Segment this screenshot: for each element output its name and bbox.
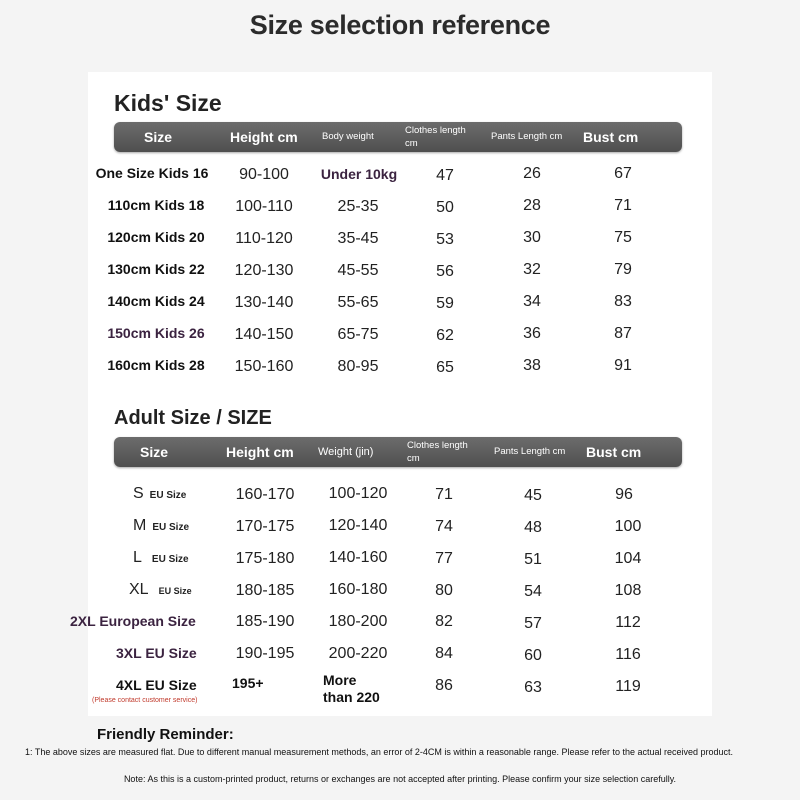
kids-row-size: 140cm Kids 24 (107, 293, 205, 309)
eu-size-label: EU Size (152, 522, 190, 533)
eu-size-label: EU Size (158, 586, 192, 596)
adult-row-clothes: 86 (435, 677, 453, 694)
size-letter: XL (129, 581, 149, 598)
contact-customer-service-note: (Please contact customer service) (92, 697, 198, 704)
kids-row-height: 110-120 (235, 230, 293, 247)
kids-row-pants: 32 (523, 261, 541, 278)
kids-row-bust: 79 (614, 261, 632, 278)
adult-row-height: 185-190 (235, 613, 295, 630)
kids-row-clothes: 65 (436, 359, 454, 376)
friendly-reminder-title: Friendly Reminder: (97, 726, 234, 743)
size-letter: S (133, 485, 144, 502)
adult-row-bust: 104 (614, 550, 642, 567)
kids-row-size: 130cm Kids 22 (107, 261, 205, 277)
adult-col-pants-length: Pants Length cm (494, 446, 566, 457)
adult-row-size: 4XL EU Size (116, 677, 197, 693)
size-letter: L (133, 549, 142, 566)
kids-row-clothes: 56 (436, 263, 454, 280)
kids-row-height: 120-130 (234, 262, 294, 279)
kids-row-weight: Under 10kg (320, 166, 398, 182)
adult-row-size: 3XL EU Size (116, 645, 197, 661)
kids-size-heading: Kids' Size (114, 90, 222, 116)
adult-row-clothes: 74 (435, 518, 453, 535)
kids-row-pants: 30 (523, 229, 541, 246)
kids-col-bust: Bust cm (583, 129, 639, 145)
adult-row-clothes: 82 (435, 613, 453, 630)
kids-row-bust: 67 (614, 165, 632, 182)
adult-row-pants: 45 (524, 487, 542, 504)
adult-row-weight-line1: More (323, 672, 357, 688)
kids-row-size: 120cm Kids 20 (107, 229, 205, 245)
kids-row-clothes: 50 (436, 199, 454, 216)
adult-row-height: 195+ (232, 675, 264, 691)
kids-row-bust: 71 (614, 197, 632, 214)
adult-row-bust: 96 (615, 486, 633, 503)
adult-row-weight: 160-180 (328, 581, 388, 598)
adult-row-bust: 112 (615, 614, 641, 631)
kids-row-bust: 87 (614, 325, 632, 342)
kids-row-pants: 38 (523, 357, 541, 374)
custom-print-note: Note: As this is a custom-printed product, returns or exchanges are not accepted after printing. Please confirm your size selection carefully. (123, 774, 677, 784)
kids-row-bust: 91 (614, 357, 632, 374)
adult-row-clothes: 77 (435, 550, 453, 567)
eu-size-label: EU Size (151, 554, 189, 565)
adult-row-bust: 100 (614, 518, 642, 535)
adult-row-weight: 140-160 (328, 549, 388, 566)
kids-row-clothes: 59 (436, 295, 454, 312)
kids-row-bust: 83 (614, 293, 632, 310)
adult-size-heading: Adult Size / SIZE (114, 407, 272, 429)
kids-row-weight: 45-55 (337, 262, 379, 279)
adult-row-size (133, 549, 189, 567)
adult-row-size (129, 581, 192, 599)
kids-row-pants: 26 (523, 165, 541, 182)
kids-row-height: 90-100 (239, 166, 289, 183)
kids-row-size: 160cm Kids 28 (107, 357, 205, 373)
kids-row-height: 150-160 (234, 358, 294, 375)
kids-row-pants: 28 (523, 197, 541, 214)
kids-row-weight: 25-35 (337, 198, 379, 215)
kids-row-pants: 36 (523, 325, 541, 342)
adult-row-bust: 116 (615, 646, 641, 663)
adult-row-weight: 180-200 (328, 613, 388, 630)
kids-row-weight: 80-95 (337, 358, 379, 375)
adult-row-pants: 57 (524, 615, 542, 632)
adult-row-size (133, 485, 186, 503)
measurement-reminder-text: 1: The above sizes are measured flat. Due to different manual measurement methods, an error of 2-4CM is within a reasonable range. Please refer to the actual received product. (25, 747, 734, 757)
kids-row-size: 150cm Kids 26 (107, 325, 205, 341)
kids-row-size: 110cm Kids 18 (107, 197, 205, 213)
adult-row-weight-line2: than 220 (323, 689, 380, 705)
adult-row-pants: 51 (524, 551, 542, 568)
kids-row-bust: 75 (614, 229, 632, 246)
adult-row-weight: 120-140 (328, 517, 388, 534)
kids-row-pants: 34 (523, 293, 541, 310)
kids-row-clothes: 47 (436, 167, 454, 184)
adult-row-pants: 60 (524, 647, 542, 664)
kids-row-height: 130-140 (234, 294, 294, 311)
adult-col-height: Height cm (226, 444, 294, 460)
adult-row-size: 2XL European Size (70, 613, 196, 629)
adult-row-height: 190-195 (235, 645, 295, 662)
adult-col-clothes-length: Clothes length cm (407, 440, 468, 464)
kids-row-weight: 35-45 (337, 230, 379, 247)
adult-row-bust: 108 (614, 582, 642, 599)
adult-row-pants: 63 (524, 679, 542, 696)
adult-table-header (114, 437, 682, 467)
adult-row-pants: 48 (524, 519, 542, 536)
kids-row-weight: 55-65 (337, 294, 379, 311)
kids-table-header (114, 122, 682, 152)
adult-row-height: 175-180 (235, 550, 295, 567)
kids-col-body-weight: Body weight (322, 131, 374, 142)
adult-row-bust: 119 (615, 678, 641, 695)
kids-row-height: 100-110 (235, 198, 293, 215)
kids-row-size: One Size Kids 16 (95, 165, 209, 181)
adult-row-weight: 100-120 (328, 485, 388, 502)
adult-col-size: Size (140, 444, 169, 460)
kids-row-weight: 65-75 (337, 326, 379, 343)
kids-col-height: Height cm (230, 129, 298, 145)
adult-row-size (133, 517, 189, 535)
eu-size-label: EU Size (149, 490, 187, 501)
adult-row-pants: 54 (524, 583, 542, 600)
size-letter: M (133, 517, 147, 534)
kids-col-clothes-length: Clothes length cm (405, 125, 466, 149)
adult-row-weight: 200-220 (328, 645, 388, 662)
adult-row-clothes: 80 (435, 582, 453, 599)
kids-col-pants-length: Pants Length cm (491, 131, 563, 142)
adult-row-height: 170-175 (235, 518, 295, 535)
kids-row-clothes: 62 (436, 327, 454, 344)
adult-col-bust: Bust cm (586, 444, 642, 460)
adult-row-clothes: 84 (435, 645, 453, 662)
adult-row-height: 160-170 (235, 486, 295, 503)
kids-col-size: Size (144, 129, 173, 145)
adult-col-weight: Weight (jin) (318, 446, 374, 458)
kids-row-clothes: 53 (436, 231, 454, 248)
page-title: Size selection reference (249, 10, 551, 40)
adult-row-height: 180-185 (235, 582, 295, 599)
kids-row-height: 140-150 (234, 326, 294, 343)
adult-row-clothes: 71 (435, 486, 453, 503)
